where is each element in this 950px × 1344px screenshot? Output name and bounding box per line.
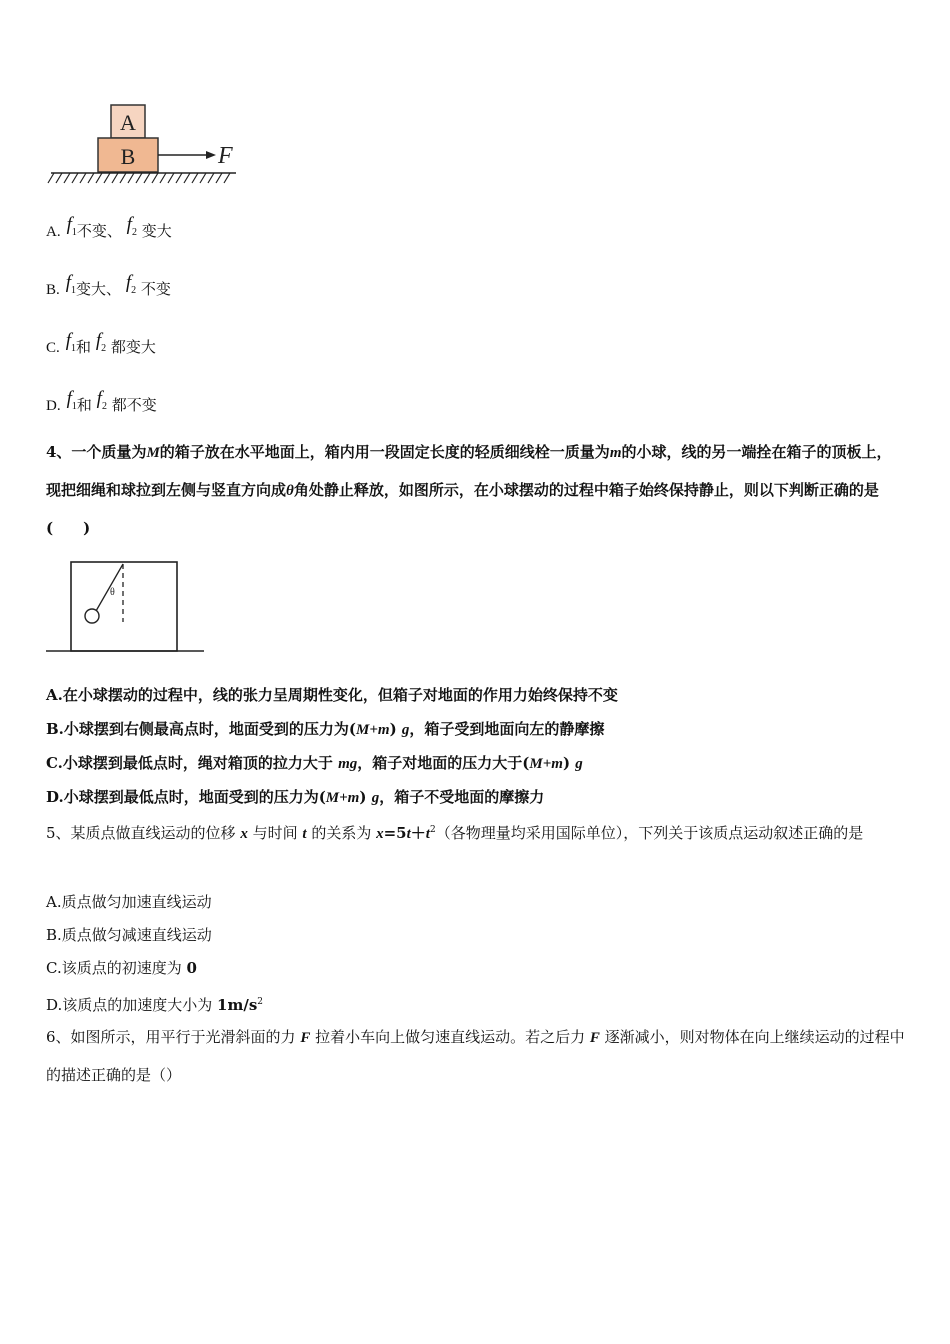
hatch-mark — [56, 173, 62, 183]
pendulum-box-figure — [46, 558, 211, 658]
hatch-mark — [136, 173, 142, 183]
hatch-mark — [152, 173, 158, 183]
option-tail-text: 不变 — [140, 280, 171, 298]
q4-var-theta: θ — [286, 483, 294, 499]
block-b-label: B — [120, 144, 136, 169]
q4-text-4: 角处静止释放，如图所示，在小球摆动的过程中箱子始终保持静止，则以下判断正确的是( ) — [46, 481, 879, 537]
option-mid-text: 变大、 — [76, 280, 122, 298]
f2-symbol: $f_2$ — [125, 272, 137, 296]
q4-text-3: 的小球，线的另一端拴在箱子的顶板上，现把细绳和球拉到左侧与竖直方向成 — [46, 443, 892, 499]
hatch-mark — [168, 173, 174, 183]
q4-text-2: 的箱子放在水平地面上，箱内用一段固定长度的轻质细线栓一质量为 — [159, 443, 610, 461]
hatch-mark — [88, 173, 94, 183]
hatch-mark — [120, 173, 126, 183]
q4-option-d: D.小球摆到最低点时，地面受到的压力为(M+m) g，箱子不受地面的摩擦力 — [46, 788, 545, 806]
option-letter: A. — [46, 224, 61, 240]
q6-stem: 6、如图所示，用平行于光滑斜面的力 F 拉着小车向上做匀速直线运动。若之后力 F 逐渐减小，则对物体在向上继续运动的过程中的描述正确的是（） — [46, 1028, 905, 1084]
hatch-mark — [104, 173, 110, 183]
f1-symbol: $f_1$ — [65, 330, 77, 354]
f2-symbol: $f_2$ — [96, 388, 107, 412]
hatch-mark — [80, 173, 86, 183]
option-tail-text: 都不变 — [111, 396, 157, 414]
hatch-mark — [48, 173, 54, 183]
f2-symbol: $f_2$ — [95, 330, 107, 354]
q4-var-m: m — [609, 445, 622, 461]
q3-option — [46, 388, 157, 423]
q4-var-M: M — [146, 445, 160, 461]
f2-symbol: $f_2$ — [126, 214, 137, 238]
hatch-mark — [128, 173, 134, 183]
option-mid-text: 不变、 — [76, 222, 122, 240]
option-letter: D. — [46, 398, 61, 414]
f1-symbol: $f_1$ — [65, 272, 77, 296]
option-letter: B. — [46, 282, 60, 298]
hatch-mark — [192, 173, 198, 183]
pendulum-ball — [85, 609, 99, 623]
ground-hatch — [48, 173, 230, 183]
q5-option-b: B.质点做匀减速直线运动 — [46, 926, 212, 944]
hatch-mark — [184, 173, 190, 183]
option-mid-text: 和 — [76, 396, 92, 414]
q5-option-c: C.该质点的初速度为 0 — [46, 959, 197, 977]
hatch-mark — [96, 173, 102, 183]
hatch-mark — [216, 173, 222, 183]
option-tail-text: 变大 — [141, 222, 172, 240]
q5-option-d: D.该质点的加速度大小为 $1m/s^2$ — [46, 996, 263, 1014]
q5-option-a: A.质点做匀加速直线运动 — [46, 893, 212, 911]
hatch-mark — [112, 173, 118, 183]
hatch-mark — [208, 173, 214, 183]
q4-text-1: 4、一个质量为 — [46, 443, 147, 461]
q4-option-c: C.小球摆到最低点时，绳对箱顶的拉力大于 mg，箱子对地面的压力大于(M+m) g — [46, 754, 583, 772]
q4-stem — [46, 434, 906, 547]
option-tail-text: 都变大 — [110, 338, 156, 356]
block-a-label: A — [120, 110, 136, 135]
blocks-figure — [46, 100, 246, 190]
hatch-mark — [64, 173, 70, 183]
q3-option — [46, 272, 171, 307]
force-label: F — [218, 143, 233, 169]
force-arrowhead — [206, 151, 216, 159]
hatch-mark — [200, 173, 206, 183]
option-letter: C. — [46, 340, 60, 356]
theta-label: θ — [110, 587, 115, 598]
q3-option — [46, 214, 172, 249]
q4-option-b: B.小球摆到右侧最高点时，地面受到的压力为(M+m) g，箱子受到地面向左的静摩擦 — [46, 720, 605, 738]
hatch-mark — [144, 173, 150, 183]
box-outline — [71, 562, 177, 651]
q3-option — [46, 330, 156, 365]
hatch-mark — [176, 173, 182, 183]
hatch-mark — [160, 173, 166, 183]
hatch-mark — [224, 173, 230, 183]
q4-option-a: A.在小球摆动的过程中，线的张力呈周期性变化，但箱子对地面的作用力始终保持不变 — [46, 686, 618, 704]
option-mid-text: 和 — [76, 338, 92, 356]
q5-stem: 5、某质点做直线运动的位移 x 与时间 t 的关系为 $x=5t+t^2$（各物理量均采用国际单位），下列关于该质点运动叙述正确的是 — [46, 824, 864, 842]
f1-symbol: $f_1$ — [66, 388, 77, 412]
hatch-mark — [72, 173, 78, 183]
f1-symbol: $f_1$ — [66, 214, 77, 238]
